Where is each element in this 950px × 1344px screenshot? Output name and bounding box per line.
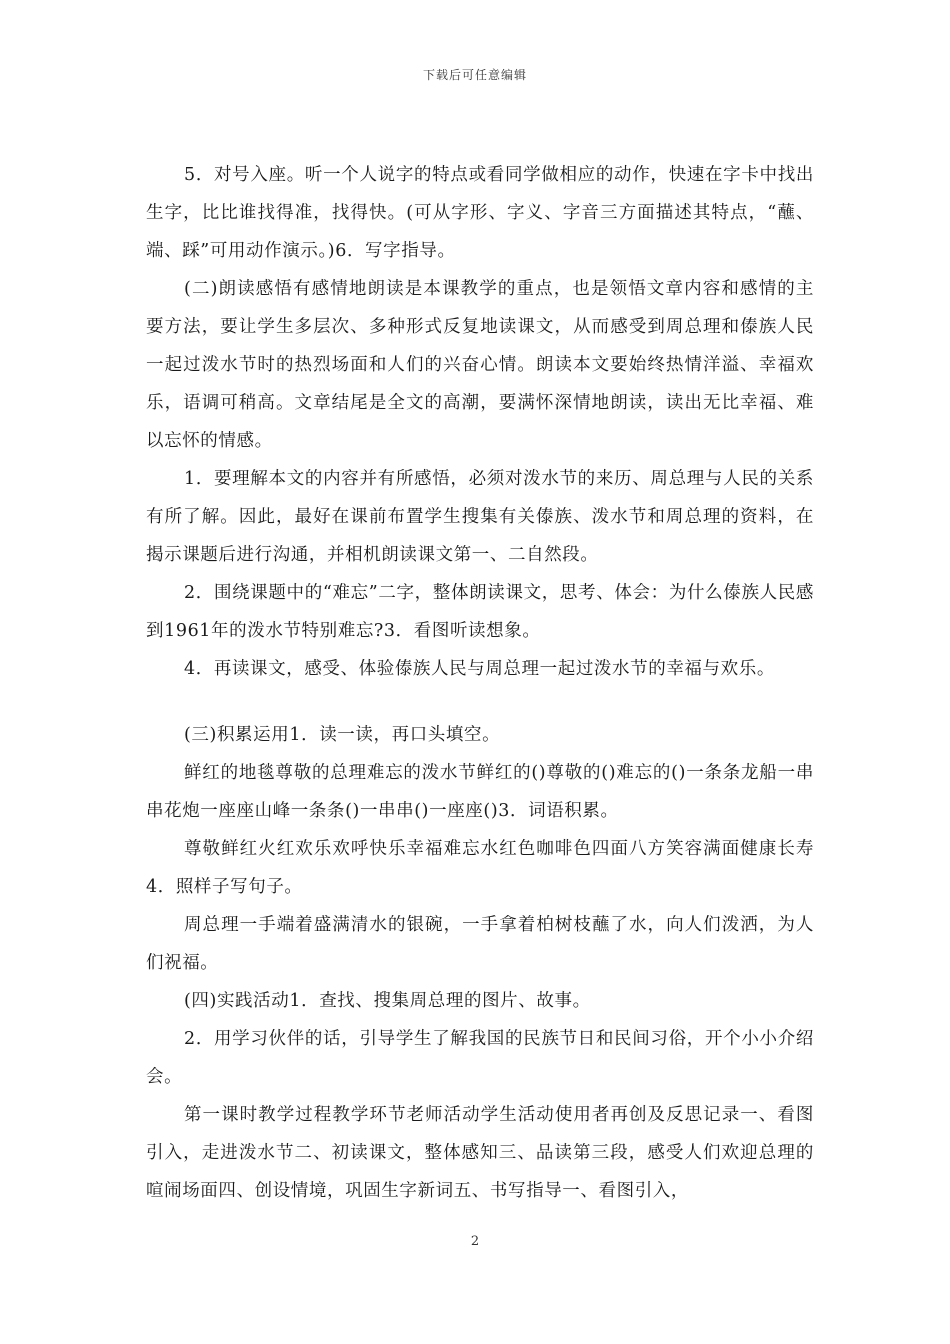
page-header-note: 下载后可任意编辑: [422, 68, 527, 82]
paragraph: 2．围绕课题中的“难忘”二字，整体朗读课文，思考、体会：为什么傣族人民感到1961年的泼水节特别难忘?3．看图听读想象。: [146, 583, 814, 641]
document-body: [146, 156, 814, 1210]
paragraph: 尊敬鲜红火红欢乐欢呼快乐幸福难忘水红色咖啡色四面八方笑容满面健康长寿4．照样子写句子。: [146, 839, 814, 897]
paragraph: 2．用学习伙伴的话，引导学生了解我国的民族节日和民间习俗，开个小小介绍会。: [146, 1029, 814, 1087]
paragraph: 4．再读课文，感受、体验傣族人民与周总理一起过泼水节的幸福与欢乐。: [184, 659, 775, 679]
paragraph: 1．要理解本文的内容并有所感悟，必须对泼水节的来历、周总理与人民的关系有所了解。因此，最好在课前布置学生搜集有关傣族、泼水节和周总理的资料，在揭示课题后进行沟通，并相机朗读课文第一、二自然段。: [146, 469, 814, 565]
paragraph: 第一课时教学过程教学环节老师活动学生活动使用者再创及反思记录一、看图引入，走进泼水节二、初读课文，整体感知三、品读第三段，感受人们欢迎总理的喧闹场面四、创设情境，巩固生字新词五、书写指导一、看图引入，: [146, 1105, 814, 1201]
paragraph: (三)积累运用1．读一读，再口头填空。: [184, 725, 501, 745]
paragraph: 5．对号入座。听一个人说字的特点或看同学做相应的动作，快速在字卡中找出生字，比比谁找得准，找得快。(可从字形、字义、字音三方面描述其特点，“蘸、端、踩”可用动作演示。)6．写字指导。: [146, 165, 814, 261]
page-number: 2: [470, 1234, 480, 1249]
paragraph: 周总理一手端着盛满清水的银碗，一手拿着柏树枝蘸了水，向人们泼洒，为人们祝福。: [146, 915, 814, 973]
paragraph: (四)实践活动1．查找、搜集周总理的图片、故事。: [184, 991, 591, 1011]
paragraph: 鲜红的地毯尊敬的总理难忘的泼水节鲜红的()尊敬的()难忘的()一条条龙船一串串花炮一座座山峰一条条()一串串()一座座()3．词语积累。: [146, 763, 814, 821]
paragraph: (二)朗读感悟有感情地朗读是本课教学的重点，也是领悟文章内容和感情的主要方法，要让学生多层次、多种形式反复地读课文，从而感受到周总理和傣族人民一起过泼水节时的热烈场面和人们的兴奋心情。朗读本文要始终热情洋溢、幸福欢乐，语调可稍高。文章结尾是全文的高潮，要满怀深情地朗读，读出无比幸福、难以忘怀的情感。: [146, 279, 814, 451]
